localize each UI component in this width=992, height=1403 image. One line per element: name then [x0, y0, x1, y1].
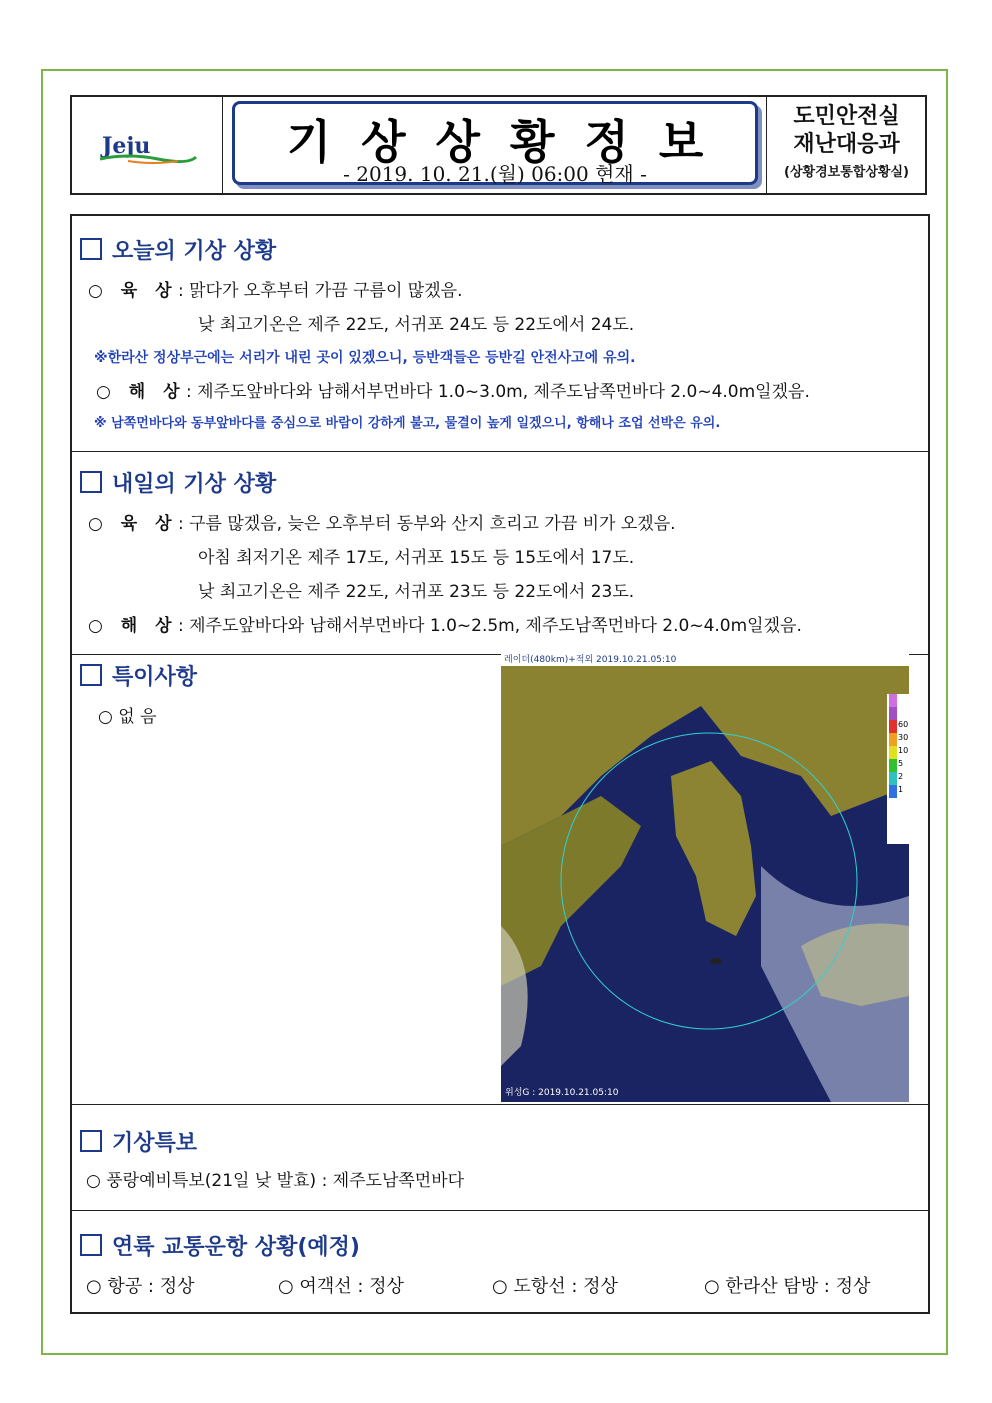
tomorrow-sea-label: ○ 해 상: [88, 616, 178, 636]
tomorrow-land-line3: 낮 최고기온은 제주 22도, 서귀포 23도 등 22도에서 23도.: [198, 582, 635, 602]
satellite-map: [501, 666, 909, 1102]
tomorrow-land-line1: : 구름 많겠음, 늦은 오후부터 동부와 산지 흐리고 가끔 비가 오겠음.: [178, 514, 676, 534]
today-section: [72, 216, 928, 452]
traffic-hallasan: ○ 한라산 탐방 : 정상: [704, 1276, 871, 1297]
traffic-island-ferry: ○ 도항선 : 정상: [492, 1276, 618, 1297]
special-title: 특이사항: [80, 660, 197, 691]
satellite-image: [501, 654, 909, 1102]
jeju-logo: [98, 131, 198, 165]
today-title: 오늘의 기상 상황: [80, 234, 276, 265]
tomorrow-section: [72, 451, 928, 655]
checkbox-icon: [80, 664, 102, 686]
tomorrow-sea-line: : 제주도앞바다와 남해서부먼바다 1.0~2.5m, 제주도남쪽먼바다 2.0~4.0m일겠음.: [178, 616, 802, 636]
logo-cell: [72, 97, 223, 193]
checkbox-icon: [80, 238, 102, 260]
traffic-section: [72, 1210, 928, 1312]
today-sea-label: ○ 해 상: [96, 382, 186, 402]
date-line: - 2019. 10. 21.(월) 06:00 현재 -: [343, 162, 647, 186]
tomorrow-land-line2: 아침 최저기온 제주 17도, 서귀포 15도 등 15도에서 17도.: [198, 548, 635, 568]
today-land-line2: 낮 최고기온은 제주 22도, 서귀포 24도 등 22도에서 24도.: [198, 315, 635, 335]
legend-label: 10: [898, 746, 909, 755]
checkbox-icon: [80, 1130, 102, 1152]
warning-item: ○ 풍랑예비특보(21일 낮 발효) : 제주도남쪽먼바다: [86, 1171, 465, 1191]
legend-label: 2: [898, 772, 904, 781]
today-land-label: ○ 육 상: [88, 281, 178, 301]
traffic-ferry: ○ 여객선 : 정상: [278, 1276, 404, 1297]
legend-label: 5: [898, 759, 904, 768]
satellite-caption2: 위성G : 2019.10.21.05:10: [505, 1088, 619, 1098]
department: [766, 97, 926, 193]
today-note1: ※한라산 정상부근에는 서리가 내린 곳이 있겠으니, 등반객들은 등반길 안전사고에 유의.: [94, 350, 636, 366]
legend-label: 60: [898, 720, 909, 729]
satellite-caption: 레이더(480km)+적외 2019.10.21.05:10: [501, 654, 909, 666]
svg-text:Jeju: Jeju: [102, 133, 151, 159]
main-table: [70, 214, 930, 1314]
checkbox-icon: [80, 471, 102, 493]
tomorrow-title: 내일의 기상 상황: [80, 467, 276, 498]
special-item: ○ 없 음: [98, 707, 157, 727]
today-note2: ※ 남쪽먼바다와 동부앞바다를 중심으로 바람이 강하게 불고, 물결이 높게 일겠으니, 항해나 조업 선박은 유의.: [94, 416, 721, 431]
radar-legend: [887, 694, 909, 844]
dept-line1: 도민안전실: [793, 104, 900, 129]
checkbox-icon: [80, 1234, 102, 1256]
warning-section: [72, 1104, 928, 1211]
legend-label: 30: [898, 733, 909, 742]
traffic-title: 연륙 교통운항 상황(예정): [80, 1230, 360, 1261]
traffic-air: ○ 항공 : 정상: [86, 1276, 195, 1297]
today-sea-line: : 제주도앞바다와 남해서부먼바다 1.0~3.0m, 제주도남쪽먼바다 2.0~4.0m일겠음.: [186, 382, 810, 402]
today-land-line1: : 맑다가 오후부터 가끔 구름이 많겠음.: [178, 281, 463, 301]
tomorrow-land-label: ○ 육 상: [88, 514, 178, 534]
header: [70, 95, 927, 195]
warning-title: 기상특보: [80, 1126, 197, 1157]
title-box: [232, 101, 758, 185]
legend-label: 1: [898, 785, 904, 794]
page-title: 기상상황정보: [286, 115, 734, 169]
dept-line3: (상황경보통합상황실): [784, 165, 909, 180]
dept-line2: 재난대응과: [793, 132, 900, 157]
